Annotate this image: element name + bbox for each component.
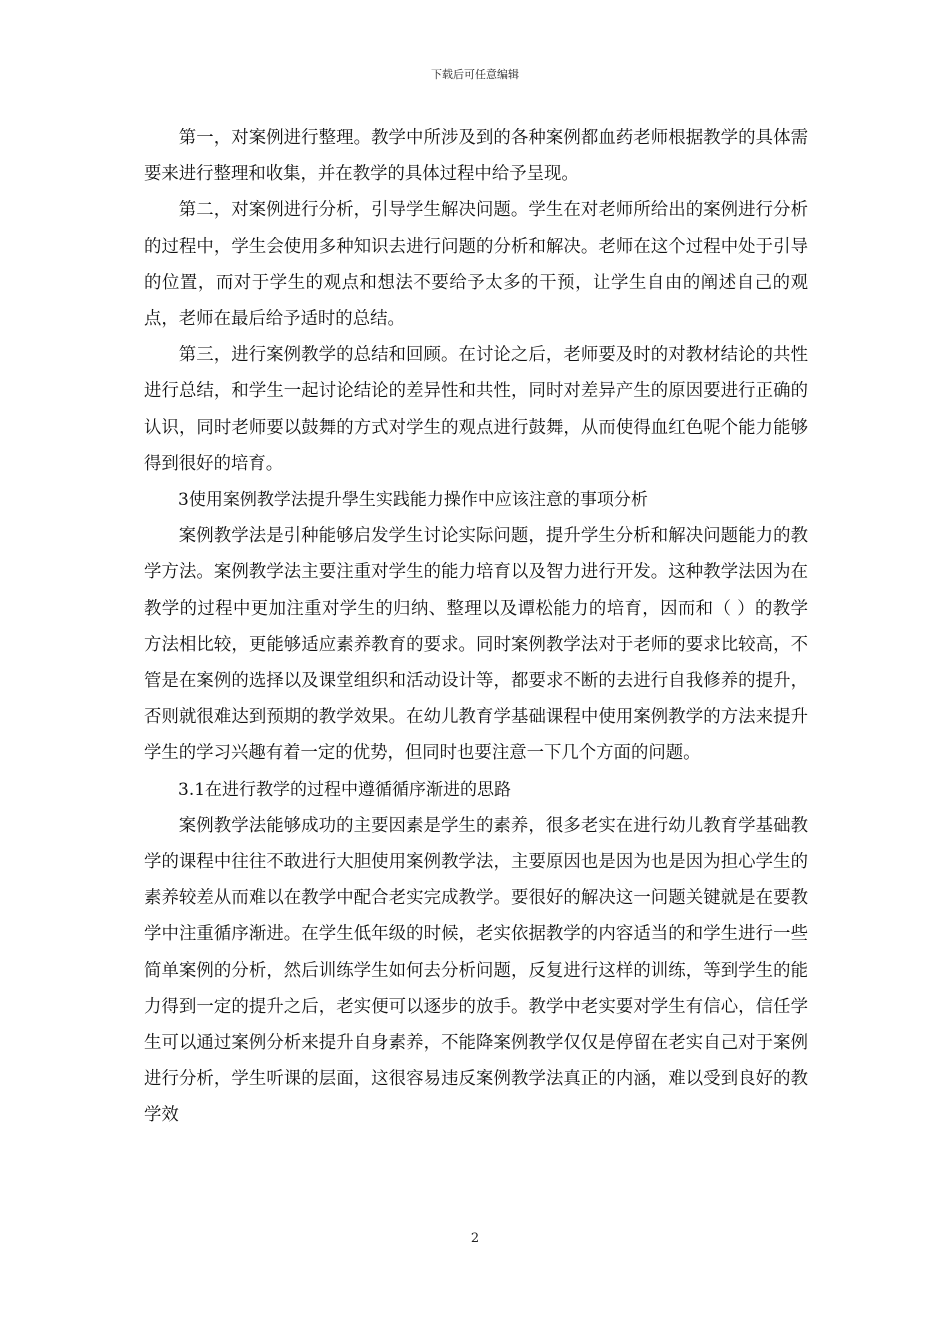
paragraph-case-method-intro: 案例教学法是引种能够启发学生讨论实际问题，提升学生分析和解决问题能力的教学方法。案例教学法主要注重对学生的能力培育以及智力进行开发。这种教学法因为在教学的过程中更加注重对学生的归纳、整理以及谭松能力的培育，因而和（ ）的教学方法相比较，更能够适应素养教育的要求。同时案例教学法对于老师的要求比较高，不管是在案例的选择以及课堂组织和活动设计等，都要求不断的去进行自我修养的提升，否则就很难达到预期的教学效果。在幼儿教育学基础课程中使用案例教学的方法来提升学生的学习兴趣有着一定的优势，但同时也要注意一下几个方面的问题。 (144, 526, 808, 764)
section-heading-3-1: 3.1在进行教学的过程中遵循循序渐进的思路 (178, 779, 512, 800)
paragraph-first-step: 第一，对案例进行整理。教学中所涉及到的各种案例都血药老师根据教学的具体需要来进行整理和收集，并在教学的具体过程中给予呈现。 (144, 128, 808, 185)
page-number: 2 (470, 1231, 480, 1246)
paragraph-gradual-approach: 案例教学法能够成功的主要因素是学生的素养，很多老实在进行幼儿教育学基础教学的课程中往往不敢进行大胆使用案例教学法，主要原因也是因为也是因为担心学生的素养较差从而难以在教学中配合老实完成教学。要很好的解决这一问题关键就是在要教学中注重循序渐进。在学生低年级的时候，老实依据教学的内容适当的和学生进行一些简单案例的分析，然后训练学生如何去分析问题，反复进行这样的训练，等到学生的能力得到一定的提升之后，老实便可以逐步的放手。教学中老实要对学生有信心，信任学生可以通过案例分析来提升自身素养，不能降案例教学仅仅是停留在老实自己对于案例进行分析，学生听课的层面，这很容易违反案例教学法真正的内涵，难以受到良好的教学效 (144, 815, 808, 1126)
section-heading-3: 3使用案例教学法提升學生实践能力操作中应该注意的事项分析 (178, 490, 648, 511)
paragraph-third-step: 第三，进行案例教学的总结和回顾。在讨论之后，老师要及时的对教材结论的共性进行总结，和学生一起讨论结论的差异性和共性，同时对差异产生的原因要进行正确的认识，同时老师要以鼓舞的方式对学生的观点进行鼓舞，从而使得血红色呢个能力能够得到很好的培育。 (144, 345, 808, 474)
document-body (144, 120, 808, 1134)
paragraph-second-step: 第二，对案例进行分析，引导学生解决问题。学生在对老师所给出的案例进行分析的过程中，学生会使用多种知识去进行问题的分析和解决。老师在这个过程中处于引导的位置，而对于学生的观点和想法不要给予太多的干预，让学生自由的阐述自己的观点，老师在最后给予适时的总结。 (144, 200, 808, 330)
page-header: 下载后可任意编辑 (431, 68, 519, 81)
